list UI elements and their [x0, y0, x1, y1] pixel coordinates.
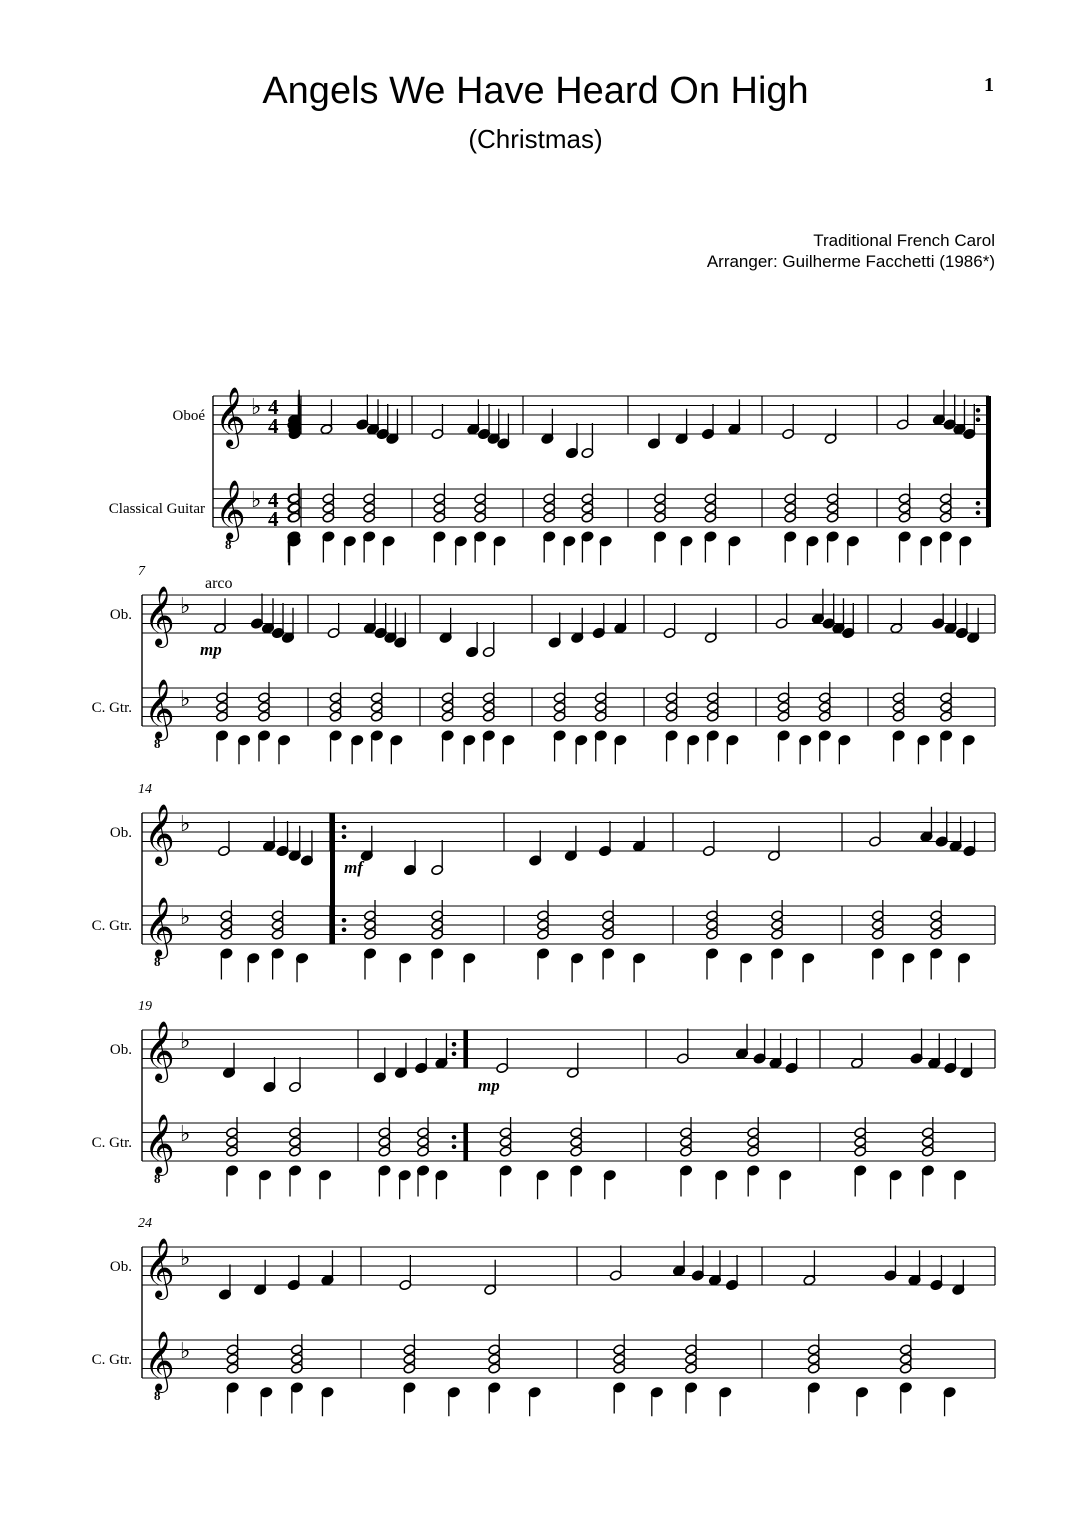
repeat-start-barline: [330, 813, 335, 851]
treble-clef-8vb: 𝄞: [215, 482, 246, 539]
instrument-short-oboe: Ob.: [109, 1259, 132, 1275]
dynamic-mf: mf: [344, 858, 363, 877]
key-signature-flat: ♭: [180, 904, 191, 929]
key-signature-flat: ♭: [251, 394, 262, 419]
measure-number: 24: [138, 1216, 152, 1231]
measure-number: 14: [138, 782, 152, 797]
instrument-name-guitar: Classical Guitar: [108, 501, 205, 517]
key-signature-flat: ♭: [180, 811, 191, 836]
instrument-short-oboe: Ob.: [109, 825, 132, 841]
treble-clef: 𝄞: [144, 1240, 175, 1297]
time-signature-bottom: 4: [268, 507, 279, 531]
treble-clef-8vb: 𝄞: [144, 899, 175, 956]
repeat-end-barline: [464, 1123, 468, 1161]
instrument-short-guitar: C. Gtr.: [91, 700, 132, 716]
guitar-staff: [142, 1123, 995, 1161]
treble-clef: 𝄞: [215, 389, 246, 446]
instrument-short-guitar: C. Gtr.: [91, 918, 132, 934]
treble-clef-8vb: 𝄞: [144, 681, 175, 738]
instrument-short-guitar: C. Gtr.: [91, 1352, 132, 1368]
key-signature-flat: ♭: [180, 1245, 191, 1270]
time-signature-bottom: 4: [268, 414, 279, 438]
dynamic-mp: mp: [200, 640, 222, 659]
repeat-dot: [976, 510, 981, 515]
octave-mark: 8: [154, 1388, 161, 1403]
repeat-start-barline: [330, 906, 335, 944]
octave-mark: 8: [225, 537, 232, 552]
treble-clef: 𝄞: [144, 1023, 175, 1080]
key-signature-flat: ♭: [251, 487, 262, 512]
score-subtitle: (Christmas): [468, 124, 603, 154]
guitar-staff: [142, 1340, 995, 1378]
key-signature-flat: ♭: [180, 1121, 191, 1146]
time-signature-top: 4: [268, 488, 279, 512]
repeat-dot: [452, 1042, 457, 1047]
repeat-dot: [452, 1135, 457, 1140]
repeat-dot: [976, 417, 981, 422]
oboe-staff: [142, 1030, 995, 1068]
measure-number: 7: [138, 564, 145, 579]
key-signature-flat: ♭: [180, 593, 191, 618]
final-thick-barline: [986, 434, 991, 489]
repeat-dot: [342, 918, 347, 923]
repeat-dot: [342, 825, 347, 830]
oboe-staff: [142, 1247, 995, 1285]
score-title: Angels We Have Heard On High: [262, 70, 809, 112]
repeat-dot: [452, 1051, 457, 1056]
measure-number: 19: [138, 999, 152, 1014]
treble-clef-8vb: 𝄞: [144, 1333, 175, 1390]
arco-marking: arco: [205, 575, 233, 592]
octave-mark: 8: [154, 736, 161, 751]
key-signature-flat: ♭: [180, 1028, 191, 1053]
treble-clef: 𝄞: [144, 806, 175, 863]
instrument-short-guitar: C. Gtr.: [91, 1135, 132, 1151]
repeat-dot: [976, 501, 981, 506]
instrument-short-oboe: Ob.: [109, 607, 132, 623]
instrument-short-oboe: Ob.: [109, 1042, 132, 1058]
final-thick-barline: [986, 396, 991, 434]
instrument-name-oboe: Oboé: [172, 408, 205, 424]
octave-mark: 8: [154, 954, 161, 969]
repeat-start-barline: [330, 851, 335, 906]
key-signature-flat: ♭: [180, 1338, 191, 1363]
treble-clef-8vb: 𝄞: [144, 1116, 175, 1173]
key-signature-flat: ♭: [180, 686, 191, 711]
repeat-dot: [976, 408, 981, 413]
page-number: 1: [984, 74, 994, 96]
guitar-staff: [142, 906, 995, 944]
final-thick-barline: [986, 489, 991, 527]
repeat-dot: [452, 1144, 457, 1149]
repeat-dot: [342, 834, 347, 839]
repeat-dot: [342, 927, 347, 932]
time-signature-top: 4: [268, 395, 279, 419]
dynamic-mp: mp: [478, 1076, 500, 1095]
repeat-end-barline: [464, 1030, 468, 1068]
octave-mark: 8: [154, 1171, 161, 1186]
treble-clef: 𝄞: [144, 588, 175, 645]
composer-credit: Traditional French Carol: [813, 231, 995, 250]
arranger-credit: Arranger: Guilherme Facchetti (1986*): [706, 252, 995, 271]
